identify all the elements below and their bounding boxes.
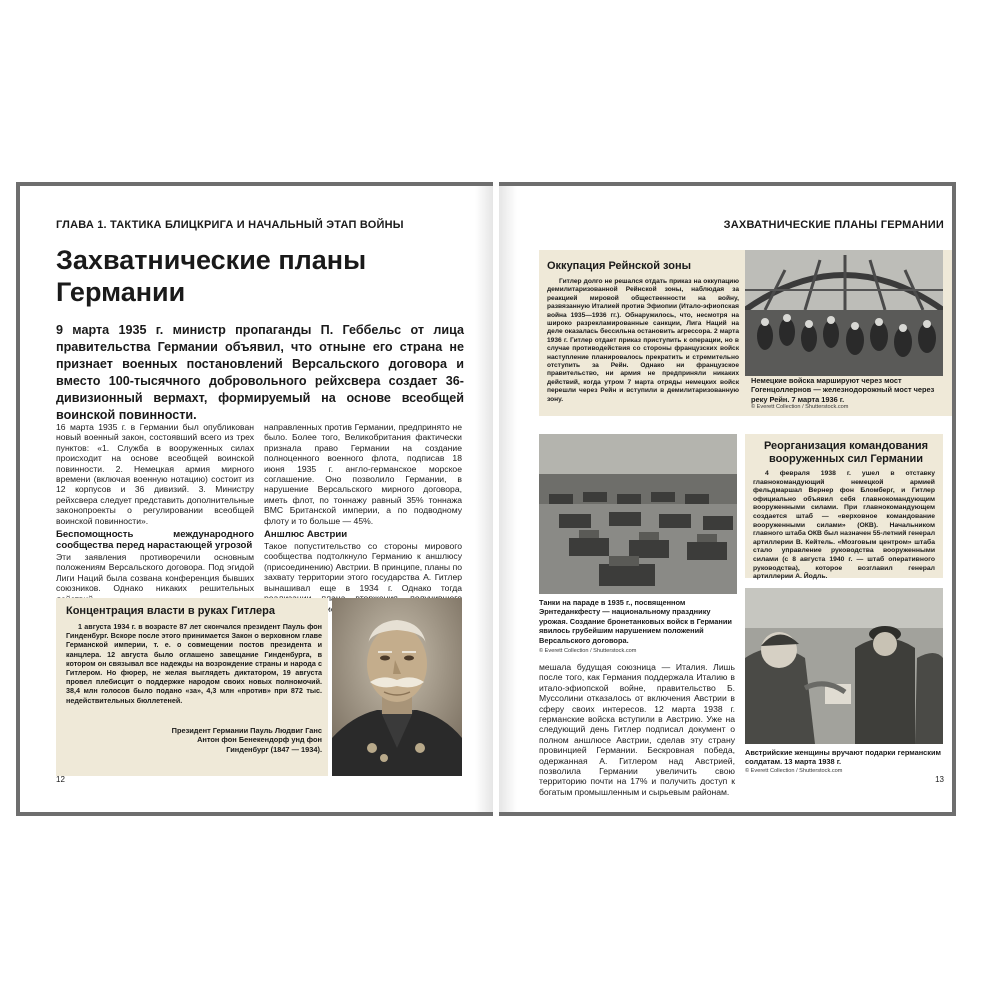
- page-title: [56, 244, 456, 308]
- text-column-1: [56, 422, 254, 606]
- title-line-1: Захватнические планы: [56, 245, 367, 275]
- body-paragraph: направленных против Германии, предпринято не было. Более того, Великобритания фактически признала право Германии на создание полноценного военного флота, подписав 18 июня 1935 г. англо-германское морское соглашение. Оно позволило Германии, в нарушение Версальского мирного договора, иметь флот, по тоннажу равный 35% тоннажа ВМС Британской империи, а по подводному флоту и то больше — 45%.: [264, 422, 462, 526]
- text-column-2: [264, 422, 462, 616]
- left-page: [20, 186, 493, 812]
- sidebar-title: Оккупация Рейнской зоны: [547, 260, 691, 272]
- sidebar-title: Концентрация власти в руках Гитлера: [66, 605, 275, 617]
- women-caption: Австрийские женщины вручают подарки германским солдатам. 13 марта 1938 г.: [745, 748, 942, 767]
- sidebar-body: 1 августа 1934 г. в возрасте 87 лет скончался президент Пауль фон Гинденбург. Вскоре после этого принимается Закон о верховном главе Германской империи, т. е. о совмещении постов президента и канцлера. 12 августа было оглашено завещание Гинденбурга, в котором он связывал все надежды на возрождение страны и народа с Гитлером. Но фюрер, не желая выглядеть диктатором, 19 августа провел плебисцит о поддержке народом своих новых полномочий. 38,4 млн голосов было подано «за», 4,3 млн «против» при 872 тыс. недействительных бюллетеней.: [66, 622, 322, 705]
- photo-image: [745, 250, 943, 376]
- sidebar-hitler-power: [56, 598, 328, 776]
- hindenburg-portrait: [332, 598, 462, 776]
- portrait-image: [332, 598, 462, 776]
- photo-credit: © Everett Collection / Shutterstock.com: [751, 404, 849, 410]
- sidebar-body: 4 февраля 1938 г. ушел в отставку главнокомандующий немецкой армией фельдмаршал Вернер фон Бломберг, и Гитлер официально объявил себя главнокомандующим вооруженными силами. При главнокомандующем создается штаб — «верховное командование вооруженными силами» (ОКВ). Начальником главного штаба ОКВ был назначен 55-летний генерал артиллерии В. Кейтель. «Мозговым центром» штаба стало управление руководства вооруженными силами (с 8 августа 1940 г. — штаб оперативного руководства), которое возглавил генерал артиллерии А. Йодль.: [753, 470, 936, 581]
- tanks-credit: © Everett Collection / Shutterstock.com: [539, 648, 637, 654]
- portrait-caption: Президент Германии Пауль Людвиг Ганс Антон фон Бенекендорф унд фон Гинденбург (1847 — 1934).: [171, 726, 322, 754]
- page-number: 12: [56, 775, 65, 784]
- body-paragraph: Эти заявления противоречили основным положениям Версальского договора. Под эгидой Лиги Наций была созвана конференция бывших союзников. Однако никаких решительных: [56, 552, 254, 594]
- gutter-shadow: [499, 186, 517, 812]
- page-number: 13: [935, 775, 944, 784]
- sidebar-body: Гитлер долго не решался отдать приказ на оккупацию демилитаризованной Рейнской зоны, наблюдая за реакцией мировой общественности на войну, развязанную Италией против Эфиопии (Итало-эфиопская война 1935—1936 гг.). Обнаружилось, что, несмотря на широко разрекламированные санкции, Лига Наций на деле оказалась бессильна остановить агрессора. 2 марта 1936 г. Гитлер отдает приказ приступить к операции, но в случае противодействия со стороны французских войск наступление планировалось прекратить и стремительно отступить за Рейн. Однако ни французское правительство, ни армия не предприняли никаких действий, когда утром 7 марта отряды немецких войск перешли через Рейн и вступили в демилитаризованную зону.: [547, 278, 739, 403]
- photo-caption: Немецкие войска маршируют через мост Гогенцоллернов — железнодорожный мост через реку Рейн. 7 марта 1936 г.: [751, 376, 935, 404]
- tanks-parade-photo: [539, 434, 737, 594]
- main-text-column: [539, 662, 735, 799]
- chapter-header: ГЛАВА 1. ТАКТИКА БЛИЦКРИГА И НАЧАЛЬНЫЙ ЭТАП ВОЙНЫ: [56, 219, 404, 231]
- body-paragraph: Такое попустительство со стороны мирового сообщества подтолкнуло Германию к аншлюсу (присоединению) Австрии. В принципе, планы по захвату территории этого государства А. Гитлер вынашивал еще в 1934 г. Однако тогда: [264, 541, 462, 593]
- women-credit: © Everett Collection / Shutterstock.com: [745, 768, 843, 774]
- photo-image: [745, 588, 943, 744]
- sidebar-title: Реорганизация командования вооруженных сил Германии: [763, 440, 929, 465]
- subheading: Аншлюс Австрии: [264, 529, 348, 541]
- gutter-shadow: [475, 186, 493, 812]
- lead-paragraph: 9 марта 1935 г. министр пропаганды П. Геббельс от лица правительства Германии объявил, что отныне его страна не признает военных постановлений Версальского договора и вместо 100-тысячного добровольного рейхсвера создает 36-дивизионный вермахт, формируемый на основе всеобщей воинской повинности.: [56, 323, 464, 422]
- right-page: [499, 186, 952, 812]
- photo-image: [539, 434, 737, 594]
- section-header: ЗАХВАТНИЧЕСКИЕ ПЛАНЫ ГЕРМАНИИ: [723, 219, 944, 231]
- subheading: Беспомощность международного сообщества перед нарастающей угрозой: [56, 529, 254, 552]
- body-paragraph: мешала будущая союзница — Италия. Лишь после того, как Германия поддержала Италию в итало-эфиопской войне, правительство Б. Муссолини отказалось от включения Австрии в сферу своих интересов. 12 марта 1938 г. германские войска вступили в Австрию. Уже на следующий день Гитлер подписал документ о полном аншлюсе Австрии, сделав эту страну провинцией Германии. Бескровная победа, одержанная А. Гитлером над Австрией, позволила Германии увеличить свою территорию почти на 17% и получить доступ к богатым промышленным и сырьевым районам.: [539, 662, 735, 797]
- austrian-women-photo: [745, 588, 943, 744]
- sidebar-reorganization: [745, 434, 943, 581]
- title-line-2: Германии: [56, 277, 186, 307]
- body-paragraph: 16 марта 1935 г. в Германии был опубликован новый военный закон, состоявший всего из трех пунктов: «1. Служба в вооруженных силах происходит на основе всеобщей воинской повинности. 2. Немецкая армия мирного времени (включая военную нотацию) состоит из 12 корпусов и 36 дивизий. 3. Министру рейхсвера следует представить дополнительные законопроекты о регулировании всеобщей воинской повинности».: [56, 422, 254, 526]
- bridge-march-photo: [745, 250, 943, 376]
- book-spread: [16, 182, 956, 816]
- tanks-caption: Танки на параде в 1935 г., посвященном Эрнтеданкфесту — национальному празднику урожая. Создание бронетанковых войск в Германии явилось грубейшим нарушением положений Версальского договора.: [539, 598, 732, 645]
